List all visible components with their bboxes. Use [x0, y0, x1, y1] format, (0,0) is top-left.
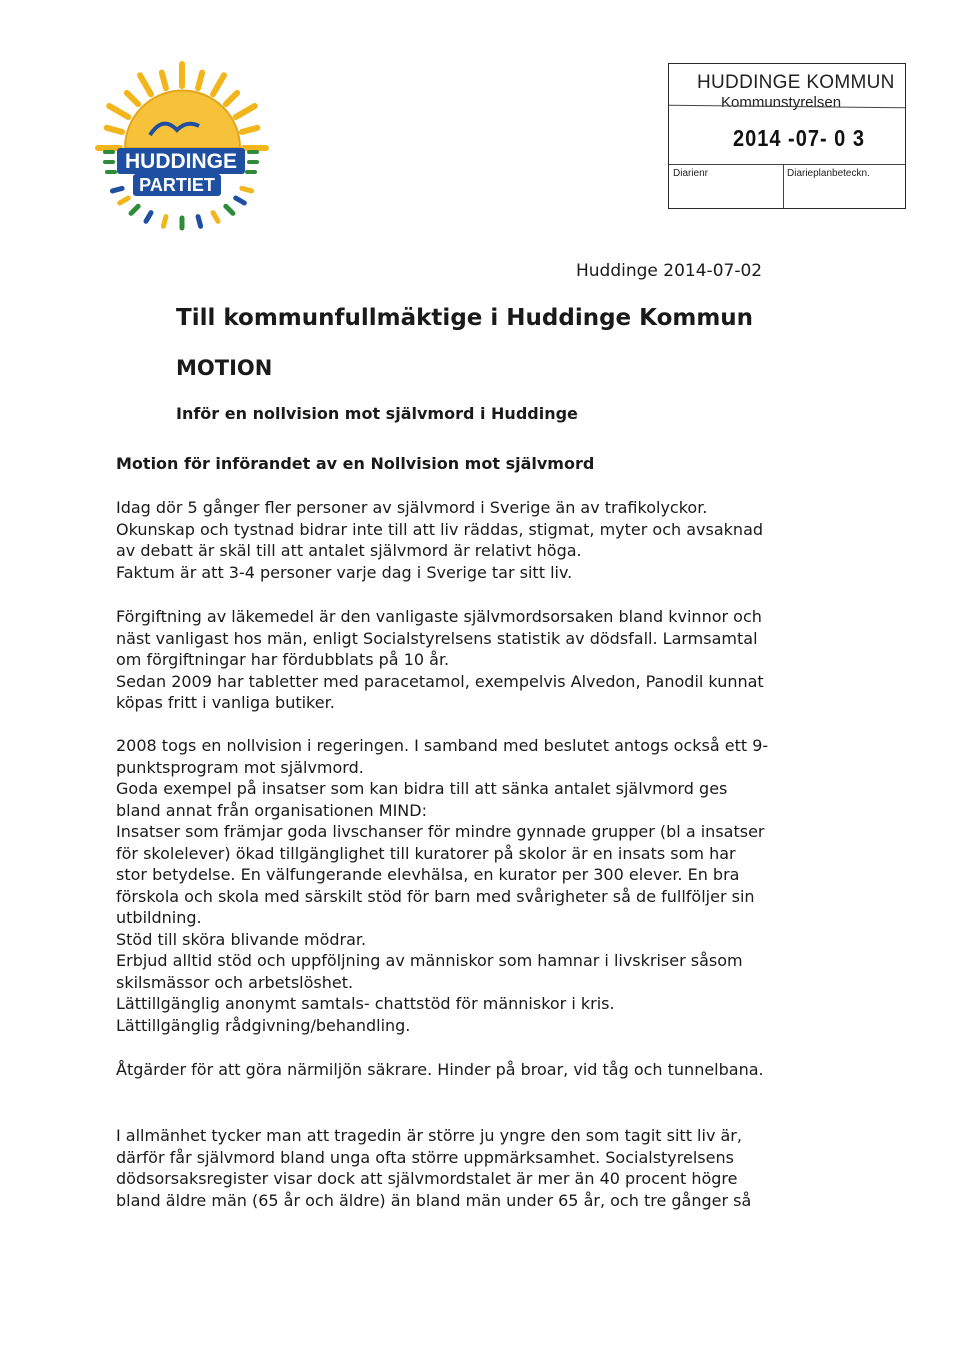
paragraph — [116, 497, 856, 583]
registration-stamp — [668, 63, 906, 209]
stamp-divider — [783, 164, 784, 208]
text-line: skilsmässor och arbetslöshet. — [116, 972, 354, 992]
text-line: Goda exempel på insatser som kan bidra till att sänka antalet självmord ges — [116, 779, 728, 798]
paragraph — [116, 735, 856, 1036]
text-line: punktsprogram mot självmord. — [116, 757, 364, 777]
text-line: Stöd till sköra blivande mödrar. — [116, 929, 367, 949]
motion-subtitle-2: Motion för införandet av en Nollvision mot självmord — [116, 454, 595, 473]
paragraph — [116, 606, 856, 714]
text-line: Lättillgänglig rådgivning/behandling. — [116, 1015, 411, 1035]
stamp-diarienr-label: Diarienr — [673, 168, 709, 179]
motion-subtitle: Inför en nollvision mot självmord i Huddinge — [176, 404, 578, 423]
logo-text-2: PARTIET — [139, 175, 215, 195]
stamp-diarieplan-label: Diarieplanbeteckn. — [787, 168, 870, 179]
stamp-organization: HUDDINGE KOMMUN — [697, 72, 895, 93]
text-line: bland annat från organisationen MIND: — [116, 800, 427, 820]
text-line: om förgiftningar har fördubblats på 10 år. — [116, 650, 450, 669]
text-line: av debatt är skäl till att antalet självmord är relativt höga. — [116, 541, 582, 560]
paragraph — [116, 1125, 856, 1211]
text-line: köpas fritt i vanliga butiker. — [116, 693, 335, 712]
text-line: bland äldre män (65 år och äldre) än bland män under 65 år, och tre gånger så — [116, 1190, 752, 1210]
text-line: förskola och skola med särskilt stöd för barn med svårigheter så de fullföljer sin — [116, 886, 755, 906]
text-line: dödsorsaksregister visar dock att självmordstalet är mer än 40 procent högre — [116, 1169, 738, 1188]
stamp-department: Kommunstyrelsen — [721, 94, 842, 111]
text-line: näst vanligast hos män, enligt Socialstyrelsens statistik av dödsfall. Larmsamtal — [116, 628, 758, 648]
text-line: Insatser som främjar goda livschanser för mindre gynnade grupper (bl a insatser — [116, 822, 765, 841]
text-line: därför får självmord bland unga ofta större uppmärksamhet. Socialstyrelsens — [116, 1147, 734, 1167]
paragraph — [116, 1059, 856, 1081]
party-logo-graphic — [95, 60, 270, 235]
stamp-date: 2014 -07- 0 3 — [733, 126, 865, 152]
motion-heading: MOTION — [176, 356, 273, 380]
text-line: Okunskap och tystnad bidrar inte till att liv räddas, stigmat, myter och avsaknad — [116, 519, 764, 539]
text-line: Erbjud alltid stöd och uppföljning av människor som hamnar i livskriser såsom — [116, 951, 743, 970]
text-line: utbildning. — [116, 908, 202, 927]
text-line: Åtgärder för att göra närmiljön säkrare. Hinder på broar, vid tåg och tunnelbana. — [116, 1060, 764, 1079]
text-line: Idag dör 5 gånger fler personer av självmord i Sverige än av trafikolyckor. — [116, 498, 708, 517]
text-line: för skolelever) ökad tillgänglighet till kuratorer på skolor är en insats som har — [116, 843, 736, 863]
document-title: Till kommunfullmäktige i Huddinge Kommun — [176, 305, 754, 331]
text-line: Lättillgänglig anonymt samtals- chattstöd för människor i kris. — [116, 994, 615, 1013]
text-line: Förgiftning av läkemedel är den vanligaste självmordsorsaken bland kvinnor och — [116, 607, 762, 626]
text-line: Sedan 2009 har tabletter med paracetamol, exempelvis Alvedon, Panodil kunnat — [116, 671, 764, 691]
logo-text-1: HUDDINGE — [124, 150, 238, 173]
stamp-divider — [669, 164, 905, 165]
text-line: I allmänhet tycker man att tragedin är större ju yngre den som tagit sitt liv är, — [116, 1126, 742, 1145]
text-line: Faktum är att 3-4 personer varje dag i Sverige tar sitt liv. — [116, 562, 573, 582]
text-line: stor betydelse. En välfungerande elevhälsa, en kurator per 300 elever. En bra — [116, 865, 740, 884]
text-line: 2008 togs en nollvision i regeringen. I samband med beslutet antogs också ett 9- — [116, 736, 769, 755]
place-and-date: Huddinge 2014-07-02 — [576, 261, 763, 281]
party-logo — [95, 60, 270, 235]
